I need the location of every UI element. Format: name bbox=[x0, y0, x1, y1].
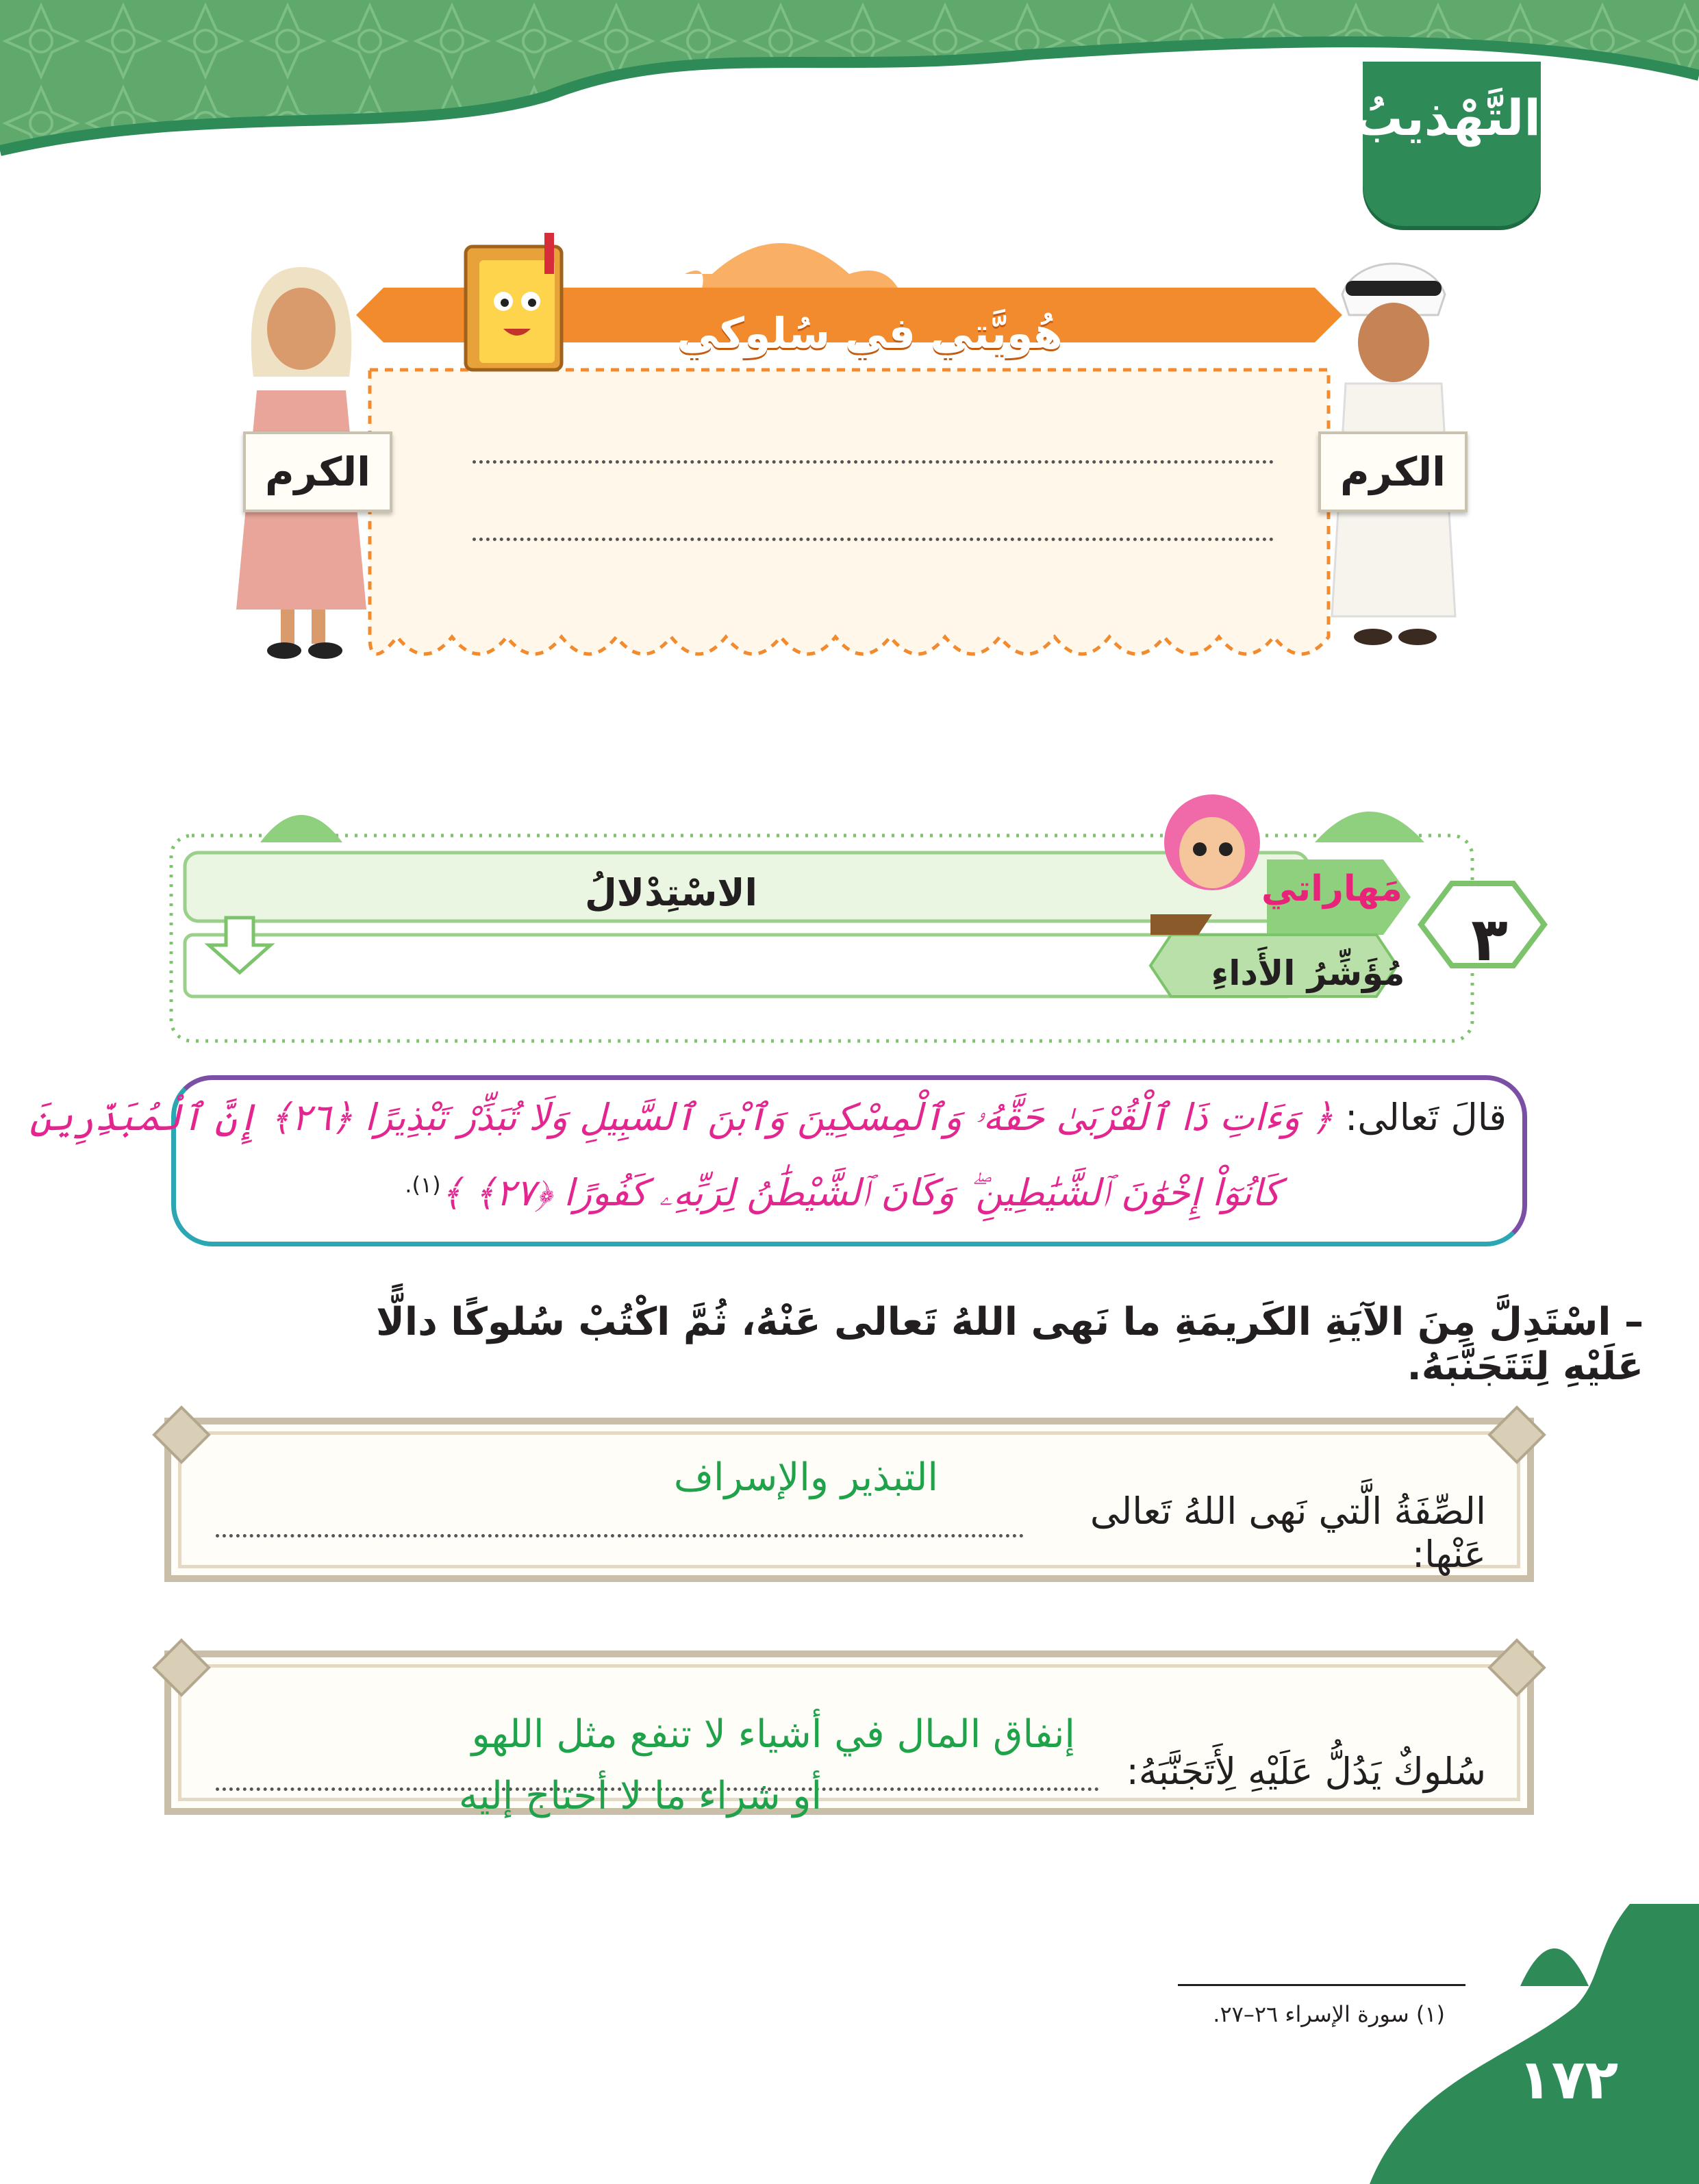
verse-line-2 bbox=[199, 1171, 1281, 1215]
instruction-text: – اسْتَدِلَّ مِنَ الآيَةِ الكَريمَةِ ما نَهى اللهُ تَعالى عَنْهُ، ثُمَّ اكْتُبْ سُلوكًا دالًّا عَلَيْهِ لِتَتَجَنَّبَهُ. bbox=[376, 1300, 1644, 1389]
verse-text-2: كَانُوٓاْ إِخْوَٰنَ ٱلشَّيَٰطِينِ ۖ وَكَانَ ٱلشَّيْطَٰنُ لِرَبِّهِۦ كَفُورًا ﴿٢٧﴾ ﴾ bbox=[440, 1171, 1281, 1214]
verse-text-1: ﴿ وَءَاتِ ذَا ٱلْقُرْبَىٰ حَقَّهُۥ وَٱلْمِسْكِينَ وَٱبْنَ ٱلسَّبِيلِ وَلَا تُبَذِّرْ تَبْذِيرًا ﴿٢٦﴾ إِنَّ ٱلْمُبَذِّرِينَ bbox=[29, 1096, 1333, 1139]
answer-line-1[interactable] bbox=[216, 1534, 1024, 1537]
answer-label-1: الصِّفَةُ الَّتي نَهى اللهُ تَعالى عَنْها: bbox=[1090, 1490, 1486, 1576]
identity-answer-line[interactable] bbox=[473, 460, 1274, 464]
section-title: التَّهْذيبُ bbox=[1353, 89, 1541, 147]
skills-box bbox=[164, 788, 1548, 1048]
frame-corner-tape bbox=[147, 1633, 216, 1702]
verse-footnote-marker: (١). bbox=[405, 1172, 441, 1198]
skills-label: مَهاراتي bbox=[1261, 868, 1402, 909]
identity-answer-line[interactable] bbox=[473, 538, 1274, 541]
frame-corner-tape bbox=[1483, 1401, 1551, 1469]
verse-line-1 bbox=[29, 1096, 1507, 1140]
answer-text-2-line-1[interactable]: إنفاق المال في أشياء لا تنفع مثل اللهو bbox=[471, 1712, 1075, 1757]
book-mascot-illustration bbox=[438, 226, 596, 384]
sign-girl: الكرم bbox=[243, 431, 392, 512]
skill-number: ٣ bbox=[1471, 904, 1508, 975]
frame-corner-tape bbox=[1483, 1633, 1551, 1702]
answer-text-1[interactable]: التبذير والإسراف bbox=[673, 1455, 938, 1500]
verse-intro: قالَ تَعالى: bbox=[1333, 1096, 1507, 1139]
indicator-label: مُؤَشِّرُ الأَداءِ bbox=[1211, 953, 1405, 993]
skill-title: الاسْتِدْلالُ bbox=[584, 871, 758, 914]
frame-corner-tape bbox=[147, 1401, 216, 1469]
answer-text-2-line-2[interactable]: أو شراء ما لا أحتاج إليه bbox=[458, 1774, 822, 1818]
page-corner-decoration bbox=[1370, 1904, 1699, 2184]
footnote: (١) سورة الإسراء ٢٦–٢٧. bbox=[1213, 2001, 1445, 2027]
page-number: ١٧٢ bbox=[1518, 2048, 1619, 2111]
identity-title: هُويَّتي في سُلوكي bbox=[677, 308, 1063, 358]
answer-label-2: سُلوكٌ يَدُلُّ عَلَيْهِ لِأَتَجَنَّبَهُ: bbox=[1126, 1750, 1486, 1793]
sign-boy: الكرم bbox=[1318, 431, 1468, 512]
